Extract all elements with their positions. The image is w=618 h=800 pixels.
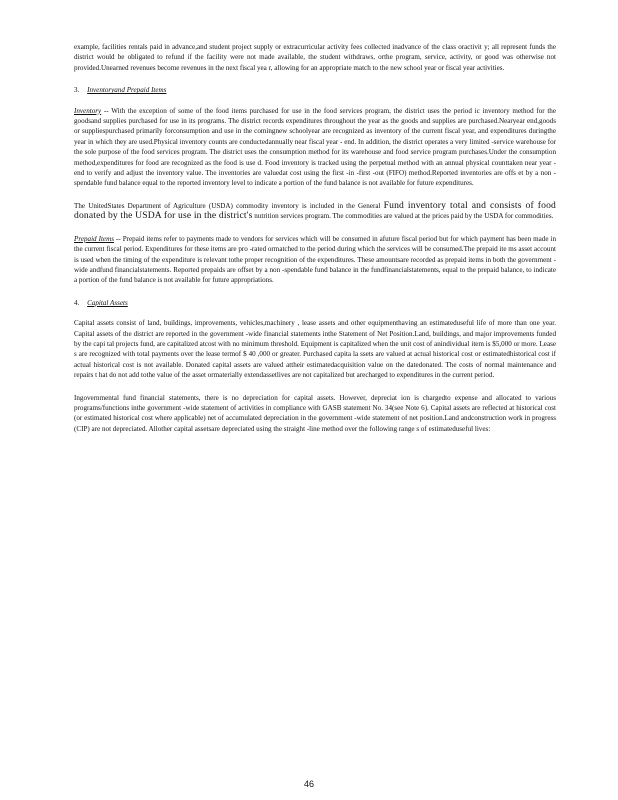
section-title: Inventoryand Prepaid Items [87,86,167,95]
section-number: 3. [74,86,80,95]
section-heading-inventory-prepaid [74,85,556,95]
unearned-revenue-paragraph: example, facilities rentals paid in advance,and student project supply or extracurricular activity fees collected inadvance of the class oractivit y; all represent funds the district would be obligated to refund if the facility were not made available, the student withdraws, orthe program, service, activity, or good was otherwise not provided.Unearned revenues become revenues in the next fiscal yea r, allowing for an appropriate match to the new school year or fiscal year activities. [74,43,556,72]
usda-text-2: Fund inventory total and consists of food donated by the USDA for use in the district's [74,199,556,222]
page-number: 46 [303,779,314,789]
section-title: Capital Assets [87,298,128,307]
document-body [74,42,556,446]
usda-text-1: The UnitedStates Department of Agriculture (USDA) commodity inventory is included in the General [74,201,384,210]
section-heading-capital-assets [74,298,556,308]
inventory-text: -- With the exception of some of the food items purchased for use in the food services program, the district uses the period ic inventory method for the goodsand supplies purchased for use in its programs. The district records expenditures throughout the year as the goods and supplies are purchased.Nearyear end,goods or suppliespurchased primarily forconsumption and use in the comingnew schoolyear are recognized as inventory of the current fiscal year, and expenditures duringthe year in which they are used.Physical inventory counts are conductedannually near fiscal year - end. In addition, the district operates a very limited -service warehouse for the sole purpose of the food services program. The district uses the consumption method for its warehouse and food service program purchases.Under the consumption method,expenditures for food are recognized as the food is use d. Food inventory is tracked using the perpetual method with an annual physical counttaken near year - end to verify and adjust the inventory value. The inventories are valuedat cost using the first -in -first -out (FIFO) method.Reported inventories are offs et by a non -spendable fund balance equal to the reported inventory level to indicate a portion of the fund balance is not available for future expenditures. [74,106,556,188]
prepaid-lead: Prepaid Items [74,234,114,243]
section-number: 4. [74,298,80,307]
prepaid-paragraph [74,234,556,286]
inventory-lead: Inventory [74,106,102,115]
usda-text-3: nutrition services program. The commodities are valued at the prices paid by the USDA for commodities. [252,212,554,221]
depreciation-paragraph: Ingovernmental fund financial statements, there is no depreciation for capital assets. However, depreciat ion is chargedto expense and allocated to various programs/functions inthe government -wide statement of activities in compliance with GASB statement No. 34(see Note 6). Capital assets are reflected at historical cost (or estimated historical cost where applicable) net of accumulated depreciation in the government -wide statement of net position.Land andconstruction work in progress (CIP) are not depreciated. Allother capital assetsare depreciated using the straight -line method over the following range s of estimateduseful lives: [74,393,556,433]
usda-paragraph [74,201,556,222]
prepaid-text: -- Prepaid items refer to payments made to vendors for services which will be consumed in afuture fiscal period but for which payment has been made in the current fiscal period. Expenditures for these items are pro -rated ormatched to the period during which the services will be consumed.The prepaid ite ms asset account is used when the timing of the expenditure is relevant tothe proper recognition of the expenditures. These amountsare recorded as prepaid items in both the government -wide andfund financialstatements. Reported prepaids are offset by a non -spendable fund balance in the fundfinancialstatements, equal to the prepaid balance, to indicate a portion of the fund balance is not available for future appropriations. [74,234,557,285]
inventory-paragraph [74,106,556,189]
capital-assets-paragraph: Capital assets consist of land, buildings, improvements, vehicles,machinery , lease assets and other equipmenthaving an estimateduseful life of more than one year. Capital assets of the district are reported in the government -wide financial statements inthe Statement of Net Position.Land, buildings, and major improvements funded by the capi tal projects fund, are capitalized atcost with no minimum threshold. Equipment is capitalized when the unit cost of anindividual item is $5,000 or more. Lease s are recognized with total payments over the lease termof $ 40 ,000 or greater. Purchased capita la ssets are valued at actual historical cost or estimatedhistorical cost if actual historical cost is not available. Donated capital assets are valued attheir estimatedacquisition value on the datedonated. The costs of normal maintenance and repairs t hat do not add tothe value of the asset ormaterially extendassetlives are not capitalized but arecharged to expenditures in the current period. [74,319,556,380]
